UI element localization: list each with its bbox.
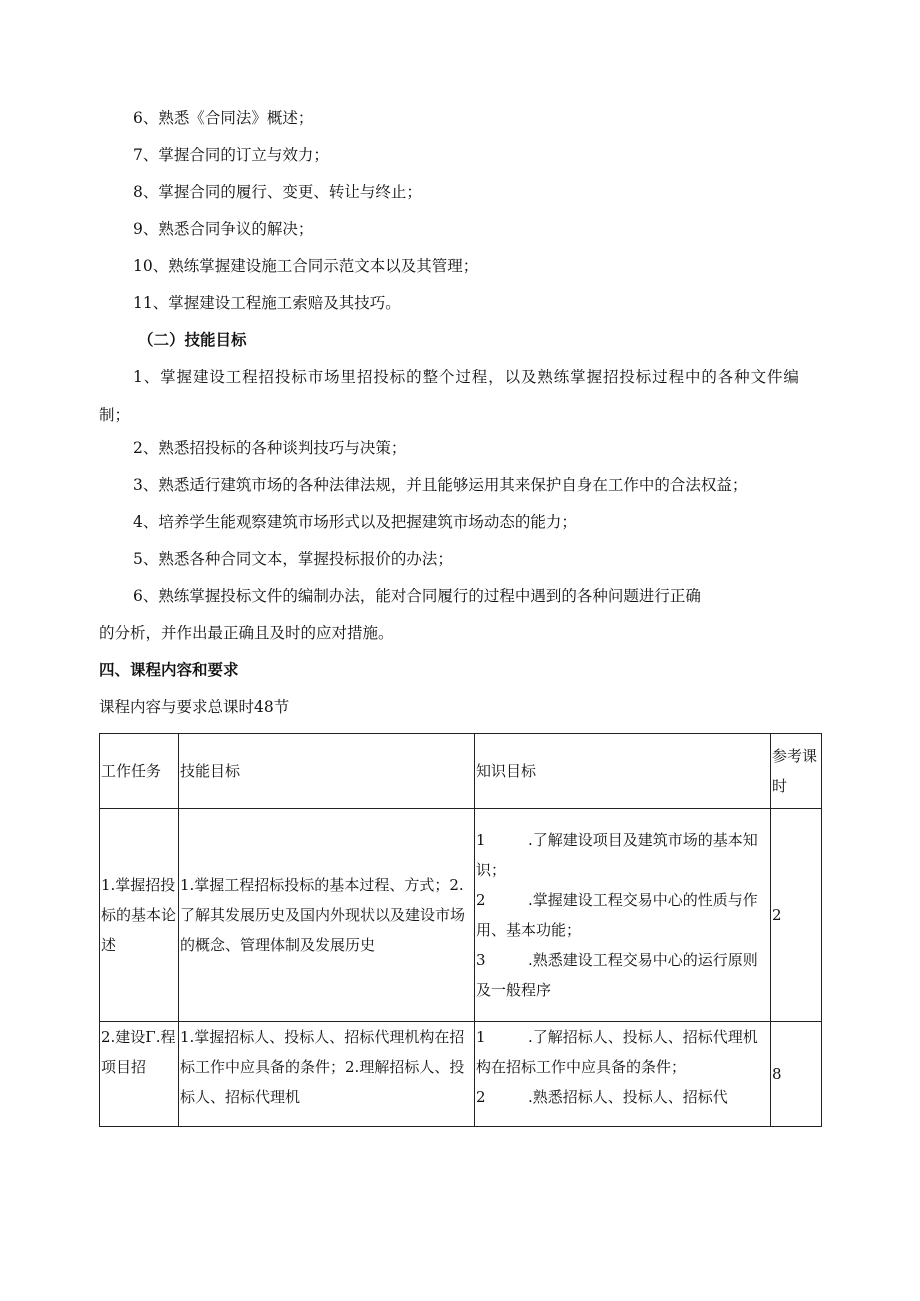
skill-item-3: 3、熟悉适行建筑市场的各种法律法规，并且能够运用其来保护自身在工作中的合法权益；: [133, 476, 748, 494]
skill-item-5: 5、熟悉各种合同文本，掌握投标报价的办法；: [133, 550, 453, 568]
header-hours: 参考课时: [771, 734, 822, 809]
skill-cell: 1.掌握工程招标投标的基本过程、方式；2.了解其发展历史及国内外现状以及建设市场的概念、管理体制及发展历史: [179, 809, 475, 1022]
knowledge-cell: [475, 809, 771, 1022]
skill-item-6: 6、熟练掌握投标文件的编制办法，能对合同履行的过程中遇到的各种问题进行正确: [133, 587, 701, 605]
knowledge-item-6: 6、熟悉《合同法》概述；: [133, 109, 314, 127]
skill-cell: 1.掌握招标人、投标人、招标代理机构在招标工作中应具备的条件；2.理解招标人、投标人、招标代理机: [179, 1022, 475, 1127]
skill-item-6-cont: 的分析，并作出最正确且及时的应对措施。: [99, 624, 394, 642]
hours-cell: 2: [771, 809, 822, 1022]
task-cell: 1.掌握招投标的基本论述: [100, 809, 179, 1022]
knowledge-point: 1 .了解招标人、投标人、招标代理机构在招标工作中应具备的条件；: [476, 1028, 758, 1076]
knowledge-point: 1 .了解建设项目及建筑市场的基本知识；: [476, 831, 758, 879]
knowledge-point: 3 .熟悉建设工程交易中心的运行原则及一般程序: [476, 951, 758, 999]
skill-item-1-cont: 制；: [99, 406, 131, 424]
header-knowledge: 知识目标: [475, 734, 771, 809]
section-heading: 四、课程内容和要求: [99, 660, 239, 679]
skill-item-4: 4、培养学生能观察建筑市场形式以及把握建筑市场动态的能力；: [133, 513, 577, 531]
skill-heading: （二）技能目标: [138, 330, 247, 349]
table-row: [100, 1022, 822, 1127]
knowledge-item-9: 9、熟悉合同争议的解决；: [133, 220, 314, 238]
table-header-row: [100, 734, 822, 809]
table-row: [100, 809, 822, 1022]
knowledge-point: 2 .掌握建设工程交易中心的性质与作用、基本功能；: [476, 891, 758, 939]
hours-cell: 8: [771, 1022, 822, 1127]
course-table: [99, 733, 822, 1127]
skill-item-2: 2、熟悉招投标的各种谈判技巧与决策；: [133, 439, 407, 457]
header-skill: 技能目标: [179, 734, 475, 809]
knowledge-cell: [475, 1022, 771, 1127]
task-cell: 2.建设Γ.程项目招: [100, 1022, 179, 1127]
knowledge-item-11: 11、掌握建设工程施工索赔及其技巧。: [133, 294, 401, 312]
skill-item-1: 1、掌握建设工程招投标市场里招投标的整个过程，以及熟练掌握招投标过程中的各种文件编: [133, 368, 800, 386]
knowledge-point: 2 .熟悉招标人、投标人、招标代: [476, 1088, 728, 1106]
total-hours-text: 课程内容与要求总课时48节: [99, 698, 290, 716]
knowledge-item-10: 10、熟练掌握建设施工合同示范文本以及其管理；: [133, 257, 479, 275]
header-task: 工作任务: [100, 734, 179, 809]
knowledge-item-7: 7、掌握合同的订立与效力；: [133, 146, 329, 164]
knowledge-item-8: 8、掌握合同的履行、变更、转让与终止；: [133, 183, 422, 201]
